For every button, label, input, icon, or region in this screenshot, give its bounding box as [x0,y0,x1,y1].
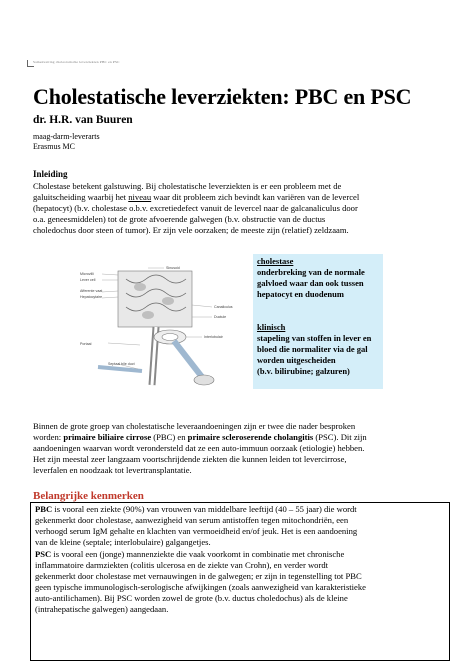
figure-label: Microvilli [80,272,94,276]
intro-line: (hepatocyt) (b.v. cholestase o.b.v. excretiedefect vanuit de levercel naar de galcanaliculus door [33,203,358,213]
pbc-psc-intro-paragraph: Binnen de grote groep van cholestatische leveraandoeningen zijn er twee die nader besproken worden: primaire biliaire cirrose (PBC) en primaire scleroserende cholangitis (PSC). Dit zijn aandoeningen waarvan wordt verondersteld dat ze een auto-immuun oorzaak (etiologie) hebben. Het zijn meestal zeer langzaam voortschrijdende ziekten die kunnen leiden tot levercirrose, leverfalen en noodzaak tot levertransplantatie. [33,421,367,475]
pbc-label: PBC [35,504,53,514]
cholestase-term: cholestase [257,256,294,266]
figure-label: Portaal [80,342,92,346]
bile-duct-illustration [78,265,258,390]
figure-label: Canaliculus [214,305,233,309]
document-title: Cholestatische leverziekten: PBC en PSC [33,84,412,109]
figure-label: Septaal bile duct [108,362,135,366]
intro-line: galuitscheiding waarbij het niveau waar dit probleem zich bevindt kan variëren van de levercel [33,192,360,202]
pbc-term: primaire biliaire cirrose [63,432,152,442]
affiliation-line: Erasmus MC [33,142,75,151]
header-small-text: Samenvatting cholestatische leverziekten PBC en PSC [33,60,120,64]
pbc-characteristics: PBC is vooral een ziekte (90%) van vrouwen van middelbare leeftijd (40 – 55 jaar) die wordt gekenmerkt door cholestase, aanwezigheid van serum antistoffen tegen mitochondriën, een verhoogd serum IgM gehalte en klachten van vermoeidheid en/of jeuk. Het is een aandoening van de kleine (septale; interlobulaire) galgangetjes. [35,504,358,547]
psc-characteristics: PSC is vooral een (jonge) mannenziekte die vaak voorkomt in combinatie met chronische inflammatoire darmziekten (colitis ulcerosa en de ziekte van Crohn), en verder wordt gekenmerkt door cholestase met vernauwingen in de galwegen; er zijn in tegenstelling tot PBC geen typische immunologisch-serologische afwijkingen (zoals aanwezigheid van karakteristieke auto-antilichamen). Bij PSC worden zowel de grote (b.v. ductus choledochus) als de kleine (intrahepatische galwegen) aangedaan. [35,549,366,614]
intro-line: choledochus door steen of tumor). Er zijn vele oorzaken; de meeste zijn (relatief) zeldzaam. [33,225,349,235]
intro-paragraph [33,181,453,236]
kenmerken-heading: Belangrijke kenmerken [33,490,144,502]
figure-label: Hepatocytaire [80,295,103,299]
affiliation [33,132,100,152]
definition-box [253,254,383,389]
intro-line: Cholestase betekent galstuwing. Bij cholestatische leverziekten is er een probleem met de [33,181,342,191]
intro-line: o.a. geneesmiddelen) tot de grote afvoerende galwegen (b.v. obstructie van de ductus [33,214,326,224]
author-name: dr. H.R. van Buuren [33,114,133,126]
psc-term: primaire scleroserende cholangitis [187,432,314,442]
psc-label: PSC [35,549,52,559]
cholestase-definition: cholestase onderbreking van de normale galvloed waar dan ook tussen hepatocyt en duodenum [257,256,365,299]
klinisch-term: klinisch [257,322,286,332]
figure-label: Lever cell [80,278,96,282]
figure-label: Ductule [214,315,227,319]
figure-label: Afferente vaat [80,289,103,293]
kenmerken-box [30,502,450,661]
intro-heading: Inleiding [33,169,68,179]
affiliation-line: maag-darm-leverarts [33,132,100,141]
figure-label: Sinusoid [166,266,180,270]
figure-label: Interlobulair [204,335,223,339]
underlined-word: niveau [128,192,152,202]
klinisch-definition: klinisch stapeling van stoffen in lever en bloed die normaliter via de gal worden uitgescheiden (b.v. bilirubine; galzuren) [257,322,372,376]
